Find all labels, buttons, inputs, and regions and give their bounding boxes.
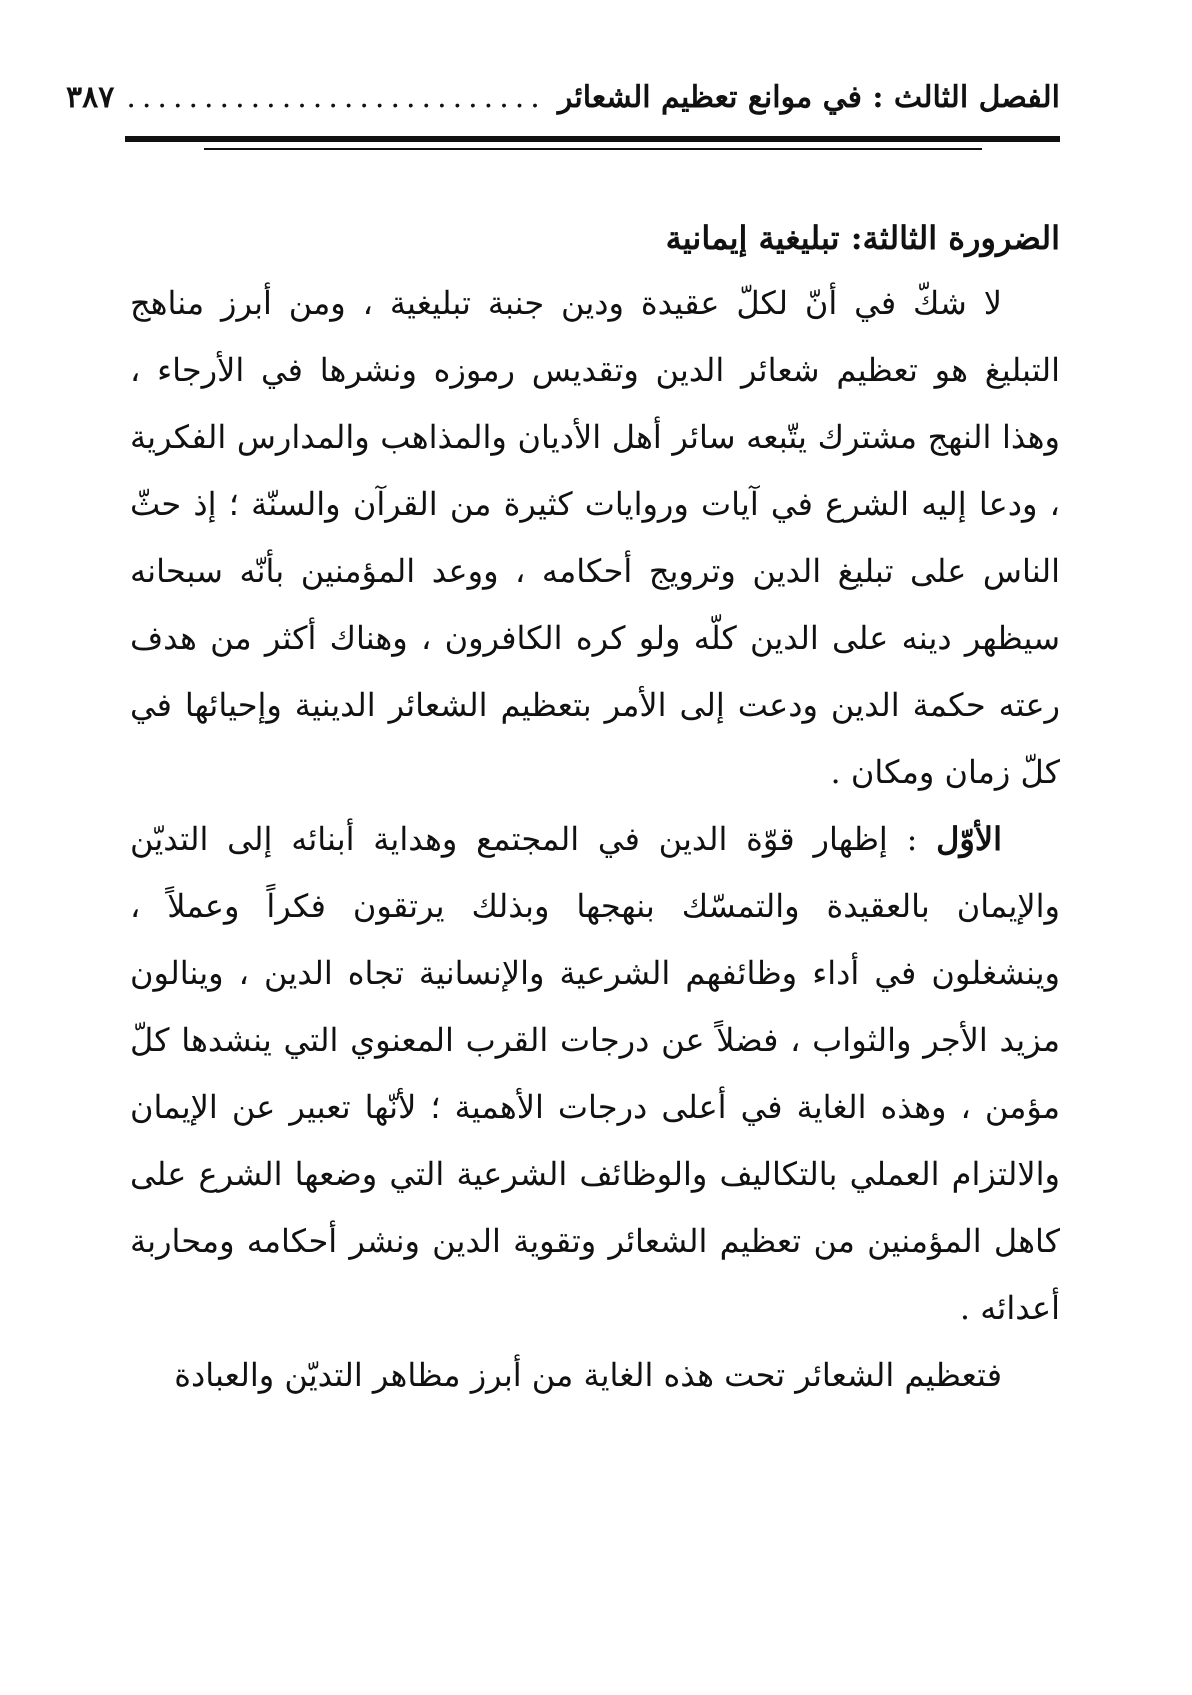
header-rule-thin bbox=[204, 148, 982, 150]
page-number: ٣٨٧ bbox=[66, 79, 115, 115]
main-text bbox=[130, 208, 1060, 1409]
paragraph-2 bbox=[130, 806, 1060, 1342]
running-header bbox=[66, 72, 1060, 122]
paragraph-2-lead: الأوّل bbox=[936, 820, 1002, 858]
paragraph-2-text: : إظهار قوّة الدين في المجتمع وهداية أبنائه إلى التديّن والإيمان بالعقيدة والتمسّك بنهجها وبذلك يرتقون فكراً وعملاً ، وينشغلون في أداء وظائفهم الشرعية والإنسانية تجاه الدين ، وينالون مزيد الأجر والثواب ، فضلاً عن درجات القرب المعنوي التي ينشدها كلّ مؤمن ، وهذه الغاية في أعلى درجات الأهمية ؛ لأنّها تعبير عن الإيمان والالتزام العملي بالتكاليف والوظائف الشرعية التي وضعها الشرع على كاهل المؤمنين من تعظيم الشعائر وتقوية الدين ونشر أحكامه ومحاربة أعدائه . bbox=[130, 820, 1061, 1327]
chapter-title: الفصل الثالث : في موانع تعظيم الشعائر bbox=[557, 79, 1060, 115]
section-heading: الضرورة الثالثة: تبليغية إيمانية bbox=[665, 219, 1060, 257]
leader-dots: ........................... bbox=[126, 79, 546, 115]
header-rule-thick bbox=[125, 136, 1060, 142]
paragraph-3-text: فتعظيم الشعائر تحت هذه الغاية من أبرز مظاهر التديّن والعبادة bbox=[174, 1356, 1002, 1394]
paragraph-1 bbox=[130, 270, 1060, 806]
paragraph-1-text: لا شكّ في أنّ لكلّ عقيدة ودين جنبة تبليغية ، ومن أبرز مناهج التبليغ هو تعظيم شعائر الدين وتقديس رموزه ونشرها في الأرجاء ، وهذا النهج مشترك يتّبعه سائر أهل الأديان والمذاهب والمدارس الفكرية ، ودعا إليه الشرع في آيات وروايات كثيرة من القرآن والسنّة ؛ إذ حثّ الناس على تبليغ الدين وترويج أحكامه ، ووعد المؤمنين بأنّه سبحانه سيظهر دينه على الدين كلّه ولو كره الكافرون ، وهناك أكثر من هدف رعته حكمة الدين ودعت إلى الأمر بتعظيم الشعائر الدينية وإحيائها في كلّ زمان ومكان . bbox=[130, 284, 1061, 791]
paragraph-3 bbox=[130, 1342, 1060, 1409]
